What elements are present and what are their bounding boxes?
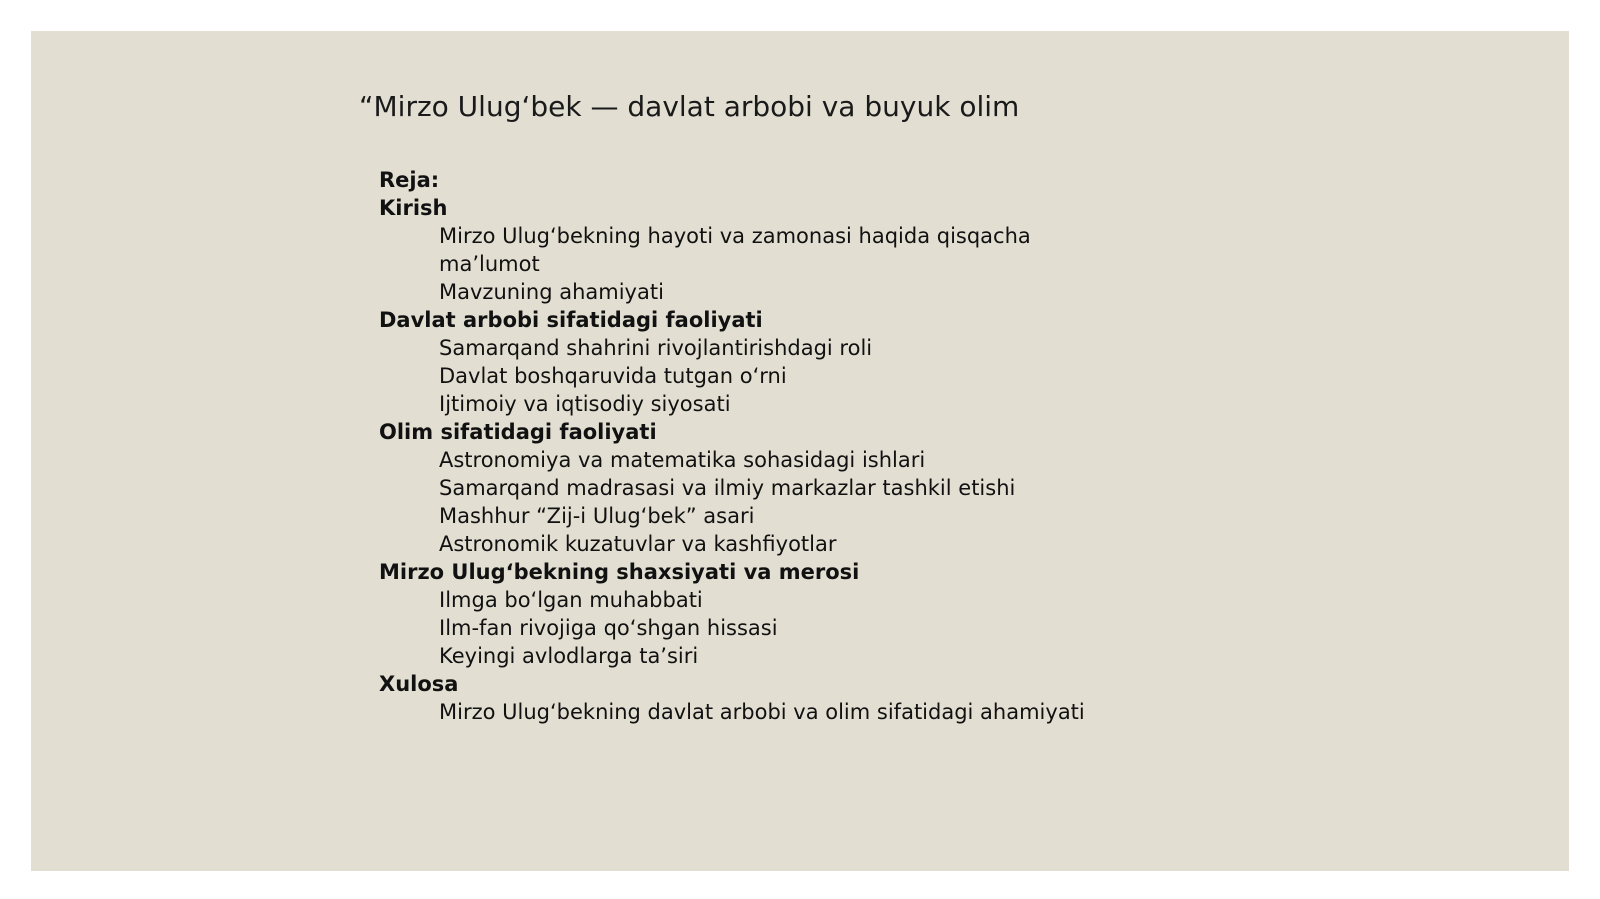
section-items [379, 446, 1119, 558]
section-xulosa [379, 670, 1119, 726]
list-item: Samarqand madrasasi va ilmiy markazlar tashkil etishi [439, 476, 1016, 500]
list-item: Ilmga bo‘lgan muhabbati [439, 588, 703, 612]
list-item: Ilm-fan rivojiga qo‘shgan hissasi [439, 616, 778, 640]
section-items [379, 334, 1119, 418]
section-heading: Mirzo Ulug‘bekning shaxsiyati va merosi [379, 560, 860, 584]
list-item: Astronomiya va matematika sohasidagi ishlari [439, 448, 926, 472]
section-davlat-arbobi [379, 306, 1119, 418]
section-heading: Xulosa [379, 672, 459, 696]
section-items [379, 222, 1119, 306]
outline [379, 166, 1119, 726]
list-item: Astronomik kuzatuvlar va kashfiyotlar [439, 532, 837, 556]
section-heading: Olim sifatidagi faoliyati [379, 420, 657, 444]
list-item: Mirzo Ulug‘bekning davlat arbobi va olim sifatidagi ahamiyati [439, 700, 1085, 724]
list-item: Mirzo Ulug‘bekning hayoti va zamonasi haqida qisqacha ma’lumot [439, 224, 1031, 276]
section-olim [379, 418, 1119, 558]
list-item: Ijtimoiy va iqtisodiy siyosati [439, 392, 731, 416]
section-shaxsiyati-merosi [379, 558, 1119, 670]
list-item: Keyingi avlodlarga ta’siri [439, 644, 699, 668]
outline-label: Reja: [379, 168, 440, 192]
slide-title: “Mirzo Ulug‘bek — davlat arbobi va buyuk olim [359, 90, 1020, 123]
list-item: Davlat boshqaruvida tutgan o‘rni [439, 364, 787, 388]
section-heading: Davlat arbobi sifatidagi faoliyati [379, 308, 763, 332]
section-items [379, 698, 1119, 726]
slide [31, 31, 1569, 871]
section-items [379, 586, 1119, 670]
list-item: Mashhur “Zij-i Ulug‘bek” asari [439, 504, 755, 528]
section-kirish [379, 194, 1119, 306]
section-heading: Kirish [379, 196, 448, 220]
list-item: Mavzuning ahamiyati [439, 280, 664, 304]
list-item: Samarqand shahrini rivojlantirishdagi roli [439, 336, 873, 360]
